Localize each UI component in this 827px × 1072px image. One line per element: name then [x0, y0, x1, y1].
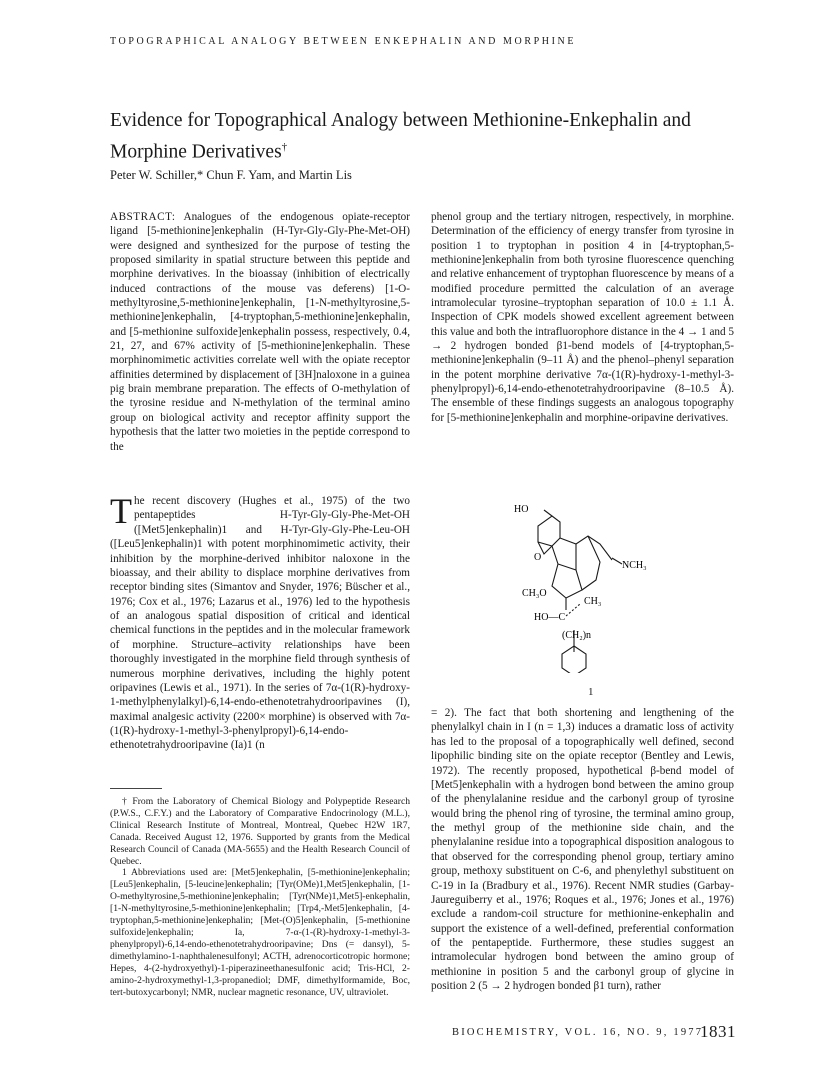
- running-head: TOPOGRAPHICAL ANALOGY BETWEEN ENKEPHALIN AND MORPHINE: [110, 36, 577, 47]
- title-dagger: †: [281, 141, 288, 153]
- drop-cap: T: [110, 491, 132, 531]
- label-ho-top: HO: [514, 504, 529, 515]
- journal-footer: BIOCHEMISTRY, VOL. 16, NO. 9, 1977: [452, 1027, 704, 1038]
- footnotes: [110, 796, 410, 998]
- label-ch3o: CH₃O: [522, 588, 547, 599]
- phenol-ring: [538, 516, 560, 546]
- etheno-bridge: [582, 536, 600, 590]
- compound-number: 1: [588, 686, 594, 698]
- intro-paragraph: he recent discovery (Hughes et al., 1975) of the two pentapeptides H-Tyr-Gly-Gly-Phe-Met-OH ([Met5]enkephalin)1 and H-Tyr-Gly-Gly-Phe-Leu-OH ([Leu5]enkephalin)1 with potent morphinomimetic activity, their inhibition by the morphine-derived inhibitor naloxone in the bioassay, and their ability to displace morphine derivatives from receptor binding sites (Simantov and Snyder, 1976; Büscher et al., 1976; Cox et al., 1976; Lazarus et al., 1976) led to the hypothesis of an analogous spatial disposition of critical and identical chemical functions in the peptides and in the molecular framework of morphine. Structure–activity relationships have been thoroughly investigated in the morphine field through synthesis of numerous morphine derivatives, including the highly potent oripavines (Lewis et al., 1971). In the series of 7α-(1(R)-hydroxy-1-methylphenylalkyl)-6,14-endo-ethenotetrahydrooripavines (I), maximal analgesic activity (2200× morphine) is observed with 7α-(1(R)-hydroxy-1-methyl-3-phenylpropyl)-6,14-endo-ethenotetrahydrooripavine (Ia)1 (n: [110, 495, 410, 752]
- body-left: [110, 491, 410, 753]
- footnote-rule: [110, 788, 162, 789]
- footnote-abbreviations: 1 Abbreviations used are: [Met5]enkephalin, [5-methionine]enkephalin; [Leu5]enkephalin, [5-leucine]enkephalin; [Tyr(OMe)1,Met5]enkephalin, [1-O-methyltyrosine,5-methionine]enkephalin; [Tyr(NMe)1,Met5]-enkephalin, [1-N-methyltyrosine,5-methionine]enkephalin; [Trp4,-Met5]enkephalin, [4-tryptophan,5-methionine]enkephalin; [Met-(O)5]enkephalin, [5-methionine sulfoxide]enkephalin; Ia, 7-α-(1-(R)-hydroxy-1-methyl-3-phenylpropyl)-6,14-endo-ethenotetrahydrooripavine; Dns (= dansyl), 5-dimethylamino-1-naphthalenesulfonyl; ACTH, adrenocorticotropic hormone; Hepes, 4-(2-hydroxyethyl)-1-piperazineethanesulfonic acid; Tris-HCl, 2-amino-2-hydroxymethyl-1,3-propanediol; DMF, dimethylformamide, Boc, tert-butoxycarbonyl; NMR, nuclear magnetic resonance, UV, ultraviolet.: [110, 867, 410, 998]
- label-ch3: CH₃: [584, 596, 602, 607]
- footnote-affiliation: † From the Laboratory of Chemical Biology and Polypeptide Research (P.W.S., C.F.Y.) and the Laboratory of Comparative Endocrinology (M.L.), Clinical Research Institute of Montreal, Montreal, Quebec H2W 1R7, Canada. Received August 12, 1976. Supported by grants from the Medical Research Council of Canada (MA-5655) and the Health Research Council of Quebec.: [110, 796, 410, 867]
- abstract-label: ABSTRACT:: [110, 211, 176, 223]
- ch3-dashed-bond: [566, 604, 580, 616]
- c-ring: [552, 544, 576, 570]
- abstract-text-left: Analogues of the endogenous opiate-receptor ligand [5-methionine]enkephalin (H-Tyr-Gly-Gly-Phe-Met-OH) were designed and synthesized for the purpose of testing the proposed similarity in spatial structure between this peptide and morphine derivatives. In the bioassay (inhibition of electrically induced contractions of the mouse vas deferens) [1-O-methyltyrosine,5-methionine]enkephalin, [1-N-methyltyrosine,5-methionine]enkephalin, [4-tryptophan,5-methionine]enkephalin, and [5-methionine sulfoxide]enkephalin possess, respectively, 0.4, 21, 27, and 67% activity of [5-methionine]enkephalin. These morphinomimetic activities correlate well with the opiate receptor affinities determined by displacement of [3H]naloxone in a guinea pig brain membrane preparation. The effects of O-methylation of the tyrosine residue and N-methylation of the terminal amino group on biological activity and receptor affinity support the hypothesis that the latter two moieties in the peptide correspond to the: [110, 211, 410, 453]
- body-right: [431, 706, 734, 994]
- abstract-left: [110, 210, 410, 454]
- label-o-ring: O: [534, 552, 542, 563]
- label-nch3: NCH₃: [622, 560, 647, 571]
- d-ring: [552, 564, 582, 598]
- oripavine-structure: [500, 498, 700, 673]
- author-line: Peter W. Schiller,* Chun F. Yam, and Martin Lis: [110, 168, 352, 182]
- bridge-bonds: [560, 536, 612, 560]
- abstract-right: [431, 210, 734, 425]
- title-text: Evidence for Topographical Analogy between Methionine-Enkephalin and Morphine Derivatives: [110, 110, 691, 163]
- abstract-text-right: phenol group and the tertiary nitrogen, respectively, in morphine. Determination of the efficiency of energy transfer from tyrosine in position 1 to tryptophan in position 4 in [4-tryptophan,5-methionine]enkephalin from both tyrosine fluorescence quenching and relative enhancement of tryptophan fluorescence by means of a modified procedure permitted the calculation of an average intramolecular tyrosine–tryptophan separation of 10.0 ± 1.1 Å. Inspection of CPK models showed excellent agreement between this value and both the intrafluorophore distance in the 4 → 1 and 5 → 2 hydrogen bonded β1-bend models of [4-tryptophan,5-methionine]enkephalin (9–11 Å) and the phenol–phenyl separation in the potent morphine derivative 7α-(1(R)-hydroxy-1-methyl-3-phenylpropyl)-6,14-endo-ethenotetrahydrooripavine (8–10.5 Å). The ensemble of these findings suggests an analogous topography for [5-methionine]enkephalin and morphine-oripavine derivatives.: [431, 211, 734, 424]
- label-ho-c: HO—C: [534, 612, 566, 623]
- page-number: 1831: [700, 1022, 736, 1041]
- continued-paragraph: = 2). The fact that both shortening and lengthening of the phenylalkyl chain in I (n = 1,3) induces a dramatic loss of activity has led to the proposal of a topographically well defined, second lipophilic binding site on the opiate receptor (Bentley and Lewis, 1972). The recently proposed, hypothetical β-bend model of [Met5]enkephalin with a hydrogen bond between the amino group of the phenylalanine residue and the carbonyl group of tyrosine would bring the phenol ring of tyrosine, the terminal amino group, the methyl group of the methionine side chain, and the phenylalanine residue into a topographical disposition analogous to that observed for the corresponding phenol group, tertiary amino group, methoxy substituent on C-6, and phenylethyl substituent on C-19 in Ia (Bradbury et al., 1976). Recent NMR studies (Garbay-Jaureguiberry et al., 1976; Roques et al., 1976; Jones et al., 1976) exclude a random-coil structure for methionine-enkephalin and support the existence of a well-defined, preferential conformation of the pentapeptide. Furthermore, these studies suggest an intramolecular hydrogen bond between the amino group of methionine in position 5 and the carbonyl group of glycine in position 2 (5 → 2 hydrogen bonded β1 turn), rather: [431, 707, 734, 993]
- n-bond: [612, 558, 622, 564]
- label-chain: (CH₂)n: [562, 630, 592, 641]
- article-title: [110, 108, 730, 166]
- ho-bond: [544, 510, 552, 516]
